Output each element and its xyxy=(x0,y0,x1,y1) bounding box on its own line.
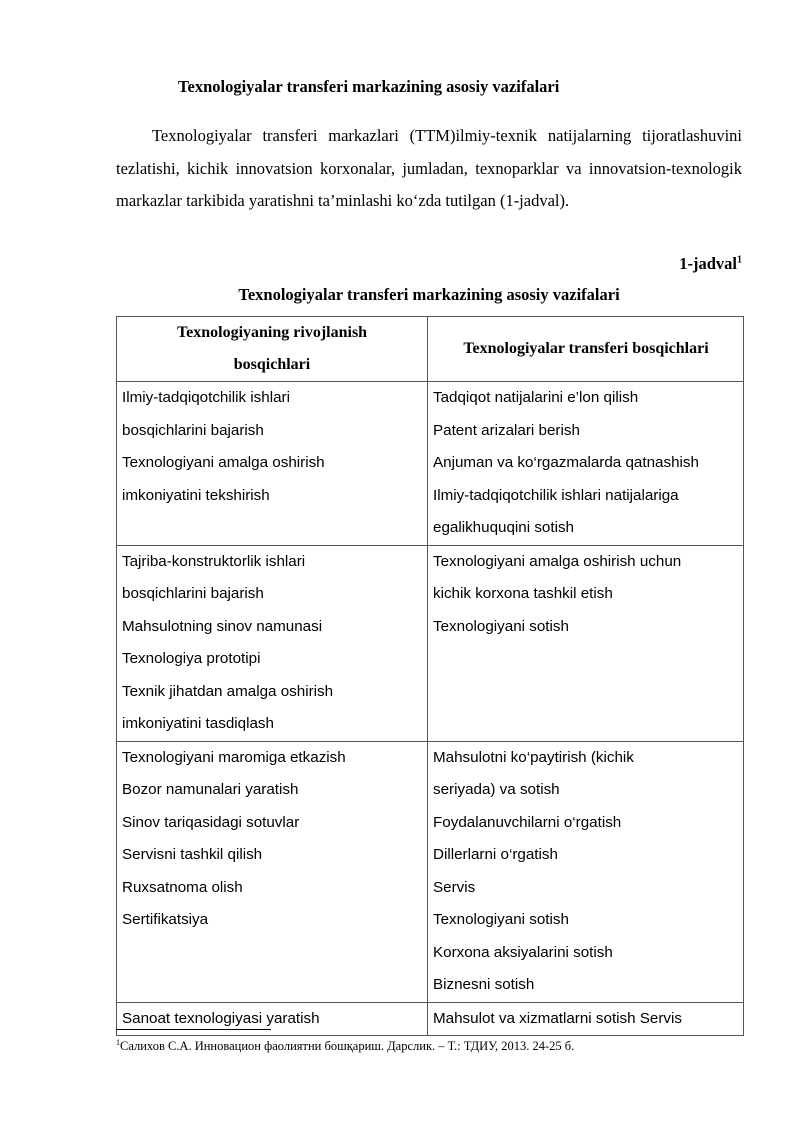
cell-line: Mahsulotning sinov namunasi xyxy=(122,617,323,635)
table-header-row xyxy=(117,317,744,382)
table-title: Texnologiyalar transferi markazining asosiy vazifalari xyxy=(238,285,620,304)
table-row xyxy=(117,545,744,741)
transfer-stage-cell xyxy=(428,545,744,741)
cell-line: Tajriba-konstruktorlik ishlari xyxy=(122,552,306,570)
cell-line: Ilmiy-tadqiqotchilik ishlari xyxy=(122,389,290,406)
cell-line: Texnologiyani amalga oshirish uchun xyxy=(433,552,682,570)
development-stage-cell xyxy=(117,1002,428,1036)
table-header-transfer-stages: Texnologiyalar transferi bosqichlari xyxy=(428,317,744,382)
cell-line: Servisni tashkil qilish xyxy=(122,846,263,863)
transfer-stage-cell xyxy=(428,382,744,546)
cell-line: Biznesni sotish xyxy=(433,976,535,993)
footnote-text: Салихов С.А. Инновацион фаолиятни бошқариш. Дарслик. – Т.: ТДИУ, 2013. 24-25 б. xyxy=(120,1039,575,1054)
transfer-stage-cell xyxy=(428,1002,744,1036)
cell-line: Ilmiy-tadqiqotchilik ishlari natijalariga xyxy=(433,486,679,504)
table-row xyxy=(117,382,744,546)
development-stage-cell xyxy=(117,741,428,1002)
cell-line: imkoniyatini tasdiqlash xyxy=(122,715,274,732)
cell-line: Sertifikatsiya xyxy=(122,911,209,928)
cell-line: Servis xyxy=(433,878,476,896)
cell-line: Texnologiyani maromiga etkazish xyxy=(122,748,346,766)
development-stage-cell xyxy=(117,382,428,546)
cell-line: Texnologiya prototipi xyxy=(122,650,261,667)
cell-line: bosqichlarini bajarish xyxy=(122,421,264,439)
cell-line: Foydalanuvchilarni o‘rgatish xyxy=(433,813,622,831)
table-row xyxy=(117,1002,744,1036)
cell-line: Patent arizalari berish xyxy=(433,421,580,439)
table-header-development-stages: Texnologiyaning rivojlanish bosqichlari xyxy=(117,317,428,382)
cell-line: Texnologiyani sotish xyxy=(433,911,569,928)
body-paragraph-text: Texnologiyalar transferi markazlari (TTM)ilmiy-texnik natijalarning tijoratlashuvini tezlatishi, kichik innovatsion korxonalar, jumladan, texnoparklar va innovatsion-texnologik markazlar tarkibida yaratishni ta’minlashi ko‘zda tutilgan (1-jadval). xyxy=(116,126,742,210)
cell-line: Sinov tariqasidagi sotuvlar xyxy=(122,813,300,831)
footnote xyxy=(116,1038,574,1054)
cell-line: Bozor namunalari yaratish xyxy=(122,781,299,798)
cell-line: Sanoat texnologiyasi yaratish xyxy=(122,1009,320,1027)
cell-line: Dillerlarni o‘rgatish xyxy=(433,846,558,863)
table-number-label: 1-jadval xyxy=(679,254,737,273)
cell-line: Texnologiyani amalga oshirish xyxy=(122,454,325,471)
cell-line: egalikhuquqini sotish xyxy=(433,519,575,536)
cell-line: Korxona aksiyalarini sotish xyxy=(433,943,613,961)
cell-line: imkoniyatini tekshirish xyxy=(122,486,270,504)
footnote-mark: 1 xyxy=(116,1038,120,1047)
cell-line: kichik korxona tashkil etish xyxy=(433,585,613,602)
transfer-stage-cell xyxy=(428,741,744,1002)
table-body xyxy=(117,382,744,1036)
cell-line: Anjuman va ko‘rgazmalarda qatnashish xyxy=(433,454,699,471)
table-number xyxy=(679,254,742,274)
table-footnote-mark: 1 xyxy=(737,254,742,266)
cell-line: bosqichlarini bajarish xyxy=(122,585,264,602)
table-row xyxy=(117,741,744,1002)
cell-line: Texnologiyani sotish xyxy=(433,617,569,635)
cell-line: Texnik jihatdan amalga oshirish xyxy=(122,682,334,700)
cell-line: Ruxsatnoma olish xyxy=(122,878,243,896)
development-stage-cell xyxy=(117,545,428,741)
body-paragraph xyxy=(116,120,742,218)
stages-table xyxy=(116,316,744,1036)
cell-line: Tadqiqot natijalarini e’lon qilish xyxy=(433,389,639,406)
cell-line: Mahsulot va xizmatlarni sotish Servis xyxy=(433,1009,682,1027)
cell-line: seriyada) va sotish xyxy=(433,781,560,798)
page-heading: Texnologiyalar transferi markazining asosiy vazifalari xyxy=(178,77,560,96)
footnote-separator xyxy=(116,1029,271,1030)
cell-line: Mahsulotni ko‘paytirish (kichik xyxy=(433,748,634,766)
